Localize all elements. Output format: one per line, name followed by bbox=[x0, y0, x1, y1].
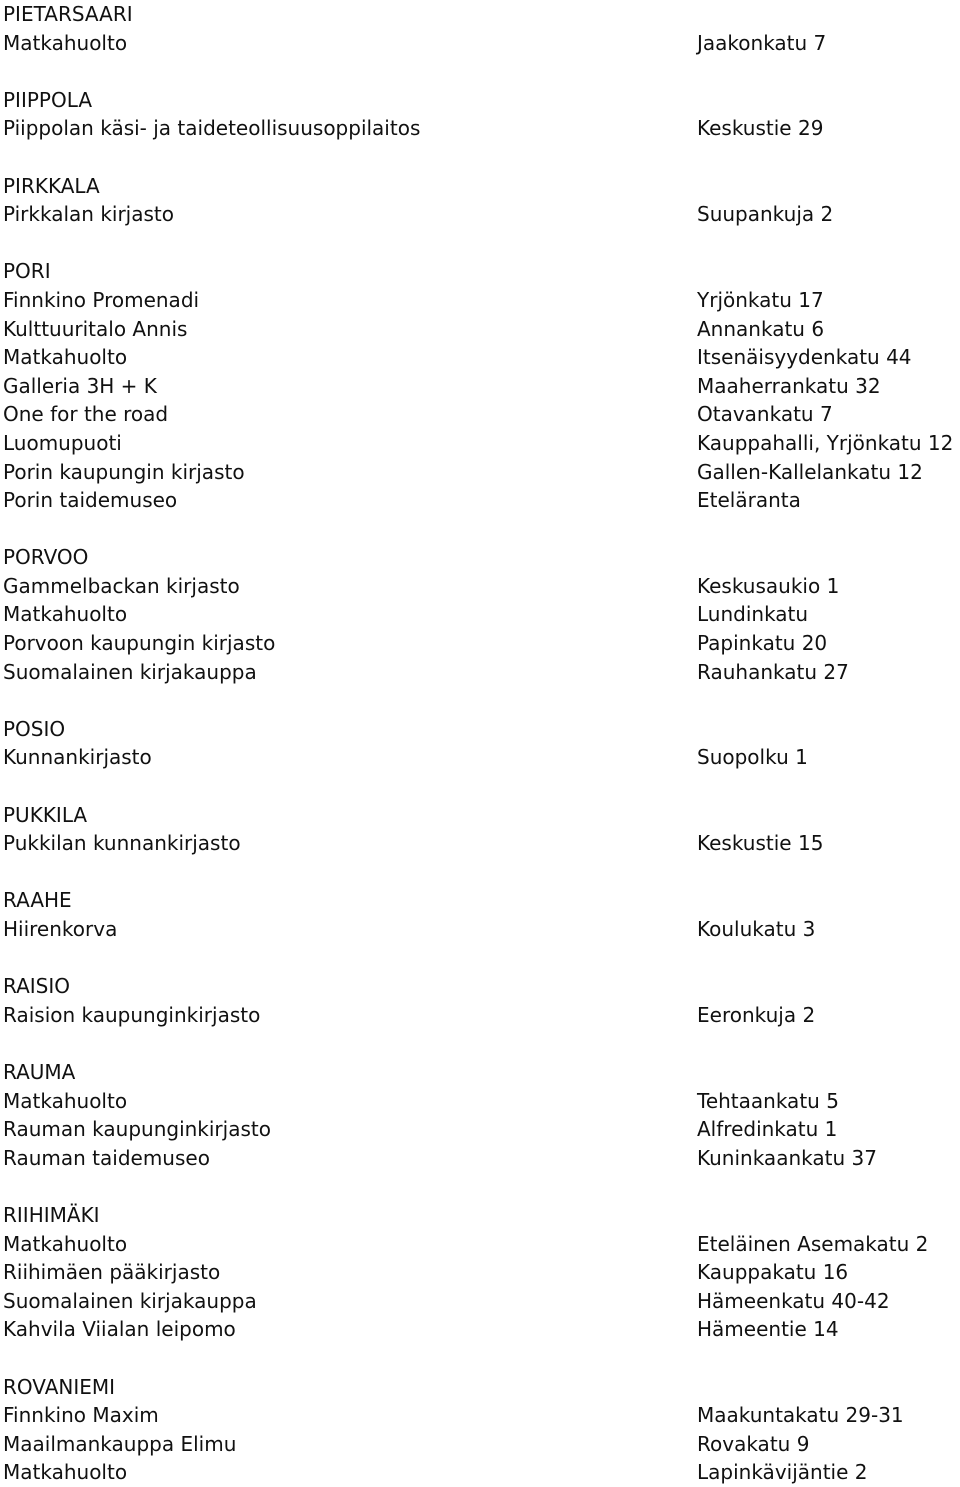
city-heading: PORVOO bbox=[3, 545, 89, 570]
listing-row bbox=[3, 1430, 953, 1459]
city-section bbox=[3, 801, 953, 858]
listing-row bbox=[3, 1087, 953, 1116]
listing-row bbox=[3, 1230, 953, 1259]
listing-row bbox=[3, 1315, 953, 1344]
city-heading: PORI bbox=[3, 259, 51, 284]
city-section bbox=[3, 972, 953, 1029]
city-heading: ROVANIEMI bbox=[3, 1374, 116, 1399]
venue-address: Maaherrankatu 32 bbox=[697, 373, 881, 398]
venue-name: Maailmankauppa Elimu bbox=[3, 1431, 237, 1456]
venue-address: Alfredinkatu 1 bbox=[697, 1117, 838, 1142]
city-section bbox=[3, 86, 953, 143]
venue-name: Kulttuuritalo Annis bbox=[3, 316, 188, 341]
listing-row bbox=[3, 1401, 953, 1430]
listing-row bbox=[3, 400, 953, 429]
listing-row bbox=[3, 658, 953, 687]
venue-name: Matkahuolto bbox=[3, 1088, 128, 1113]
venue-name: Pukkilan kunnankirjasto bbox=[3, 831, 241, 856]
venue-name: Pirkkalan kirjasto bbox=[3, 202, 174, 227]
venue-name: Matkahuolto bbox=[3, 1460, 128, 1485]
venue-name: Porin taidemuseo bbox=[3, 488, 178, 513]
venue-name: Finnkino Promenadi bbox=[3, 287, 200, 312]
venue-address: Keskustie 15 bbox=[697, 831, 824, 856]
venue-name: Gammelbackan kirjasto bbox=[3, 573, 240, 598]
listing-row bbox=[3, 486, 953, 515]
venue-name: One for the road bbox=[3, 402, 169, 427]
venue-address: Keskusaukio 1 bbox=[697, 573, 840, 598]
section-spacer bbox=[3, 515, 953, 544]
listing-row bbox=[3, 343, 953, 372]
venue-address: Gallen-Kallelankatu 12 bbox=[697, 459, 923, 484]
venue-name: Matkahuolto bbox=[3, 602, 128, 627]
city-section bbox=[3, 0, 953, 57]
listing-row bbox=[3, 1115, 953, 1144]
venue-name: Piippolan käsi- ja taideteollisuusoppilaitos bbox=[3, 116, 421, 141]
venue-address: Papinkatu 20 bbox=[697, 631, 828, 656]
city-heading: RAISIO bbox=[3, 974, 71, 999]
listing-row bbox=[3, 315, 953, 344]
venue-address: Hämeentie 14 bbox=[697, 1317, 839, 1342]
venue-address: Lundinkatu bbox=[697, 602, 809, 627]
venue-address: Hämeenkatu 40-42 bbox=[697, 1288, 890, 1313]
city-heading: POSIO bbox=[3, 716, 66, 741]
listing-row bbox=[3, 286, 953, 315]
venue-name: Porin kaupungin kirjasto bbox=[3, 459, 245, 484]
city-heading: PIIPPOLA bbox=[3, 87, 93, 112]
listing-row bbox=[3, 458, 953, 487]
city-section bbox=[3, 543, 953, 686]
venue-address: Keskustie 29 bbox=[697, 116, 824, 141]
venue-address: Jaakonkatu 7 bbox=[697, 30, 827, 55]
venue-address: Tehtaankatu 5 bbox=[697, 1088, 839, 1113]
city-heading: RIIHIMÄKI bbox=[3, 1202, 100, 1227]
city-section bbox=[3, 1058, 953, 1172]
venue-address: Eeronkuja 2 bbox=[697, 1002, 816, 1027]
venue-address: Lapinkävijäntie 2 bbox=[697, 1460, 868, 1485]
listing-row bbox=[3, 915, 953, 944]
city-heading: RAAHE bbox=[3, 888, 72, 913]
venue-name: Kahvila Viialan leipomo bbox=[3, 1317, 236, 1342]
venue-name: Hiirenkorva bbox=[3, 917, 118, 941]
city-section bbox=[3, 257, 953, 514]
listing-row bbox=[3, 1458, 953, 1487]
listing-row bbox=[3, 1258, 953, 1287]
section-spacer bbox=[3, 686, 953, 715]
venue-name: Suomalainen kirjakauppa bbox=[3, 659, 257, 684]
venue-address: Rovakatu 9 bbox=[697, 1431, 810, 1456]
venue-address: Maakuntakatu 29-31 bbox=[697, 1403, 904, 1428]
venue-name: Kunnankirjasto bbox=[3, 745, 152, 770]
venue-address: Kauppakatu 16 bbox=[697, 1260, 849, 1285]
venue-address: Eteläranta bbox=[697, 488, 801, 513]
venue-address: Yrjönkatu 17 bbox=[697, 287, 824, 312]
city-heading: PIRKKALA bbox=[3, 173, 100, 198]
venue-name: Galleria 3H + K bbox=[3, 373, 157, 398]
venue-name: Matkahuolto bbox=[3, 30, 128, 55]
venue-address: Itsenäisyydenkatu 44 bbox=[697, 345, 912, 370]
venue-name: Raision kaupunginkirjasto bbox=[3, 1002, 261, 1027]
listing-row bbox=[3, 200, 953, 229]
section-spacer bbox=[3, 1029, 953, 1058]
section-spacer bbox=[3, 1172, 953, 1201]
city-section bbox=[3, 1201, 953, 1344]
listing-row bbox=[3, 29, 953, 58]
listing-row bbox=[3, 829, 953, 858]
venue-address: Rauhankatu 27 bbox=[697, 659, 849, 684]
section-spacer bbox=[3, 944, 953, 973]
venue-name: Suomalainen kirjakauppa bbox=[3, 1288, 257, 1313]
city-heading: PUKKILA bbox=[3, 802, 88, 827]
listing-row bbox=[3, 1001, 953, 1030]
venue-address: Suupankuja 2 bbox=[697, 202, 834, 227]
section-spacer bbox=[3, 229, 953, 258]
listing-row bbox=[3, 600, 953, 629]
listing-row bbox=[3, 1287, 953, 1316]
section-spacer bbox=[3, 1344, 953, 1373]
listing-row bbox=[3, 1144, 953, 1173]
city-heading: PIETARSAARI bbox=[3, 2, 133, 26]
venue-name: Luomupuoti bbox=[3, 430, 122, 455]
city-section bbox=[3, 886, 953, 943]
city-section bbox=[3, 172, 953, 229]
venue-name: Finnkino Maxim bbox=[3, 1403, 159, 1428]
city-heading: RAUMA bbox=[3, 1059, 76, 1084]
venue-name: Riihimäen pääkirjasto bbox=[3, 1260, 221, 1285]
venue-address: Kauppahalli, Yrjönkatu 12 bbox=[697, 430, 954, 455]
venue-address: Otavankatu 7 bbox=[697, 402, 833, 427]
city-section bbox=[3, 715, 953, 772]
listing-row bbox=[3, 372, 953, 401]
listing-row bbox=[3, 114, 953, 143]
listing-row bbox=[3, 429, 953, 458]
listing-row bbox=[3, 629, 953, 658]
location-directory bbox=[3, 0, 953, 1487]
venue-address: Koulukatu 3 bbox=[697, 917, 816, 941]
venue-address: Annankatu 6 bbox=[697, 316, 825, 341]
listing-row bbox=[3, 743, 953, 772]
venue-name: Porvoon kaupungin kirjasto bbox=[3, 631, 276, 656]
section-spacer bbox=[3, 57, 953, 86]
venue-name: Rauman taidemuseo bbox=[3, 1145, 210, 1170]
section-spacer bbox=[3, 143, 953, 172]
venue-address: Eteläinen Asemakatu 2 bbox=[697, 1231, 929, 1256]
section-spacer bbox=[3, 858, 953, 887]
venue-address: Kuninkaankatu 37 bbox=[697, 1145, 877, 1170]
city-section bbox=[3, 1373, 953, 1487]
venue-name: Matkahuolto bbox=[3, 1231, 128, 1256]
venue-address: Suopolku 1 bbox=[697, 745, 808, 770]
listing-row bbox=[3, 572, 953, 601]
section-spacer bbox=[3, 772, 953, 801]
venue-name: Rauman kaupunginkirjasto bbox=[3, 1117, 271, 1142]
venue-name: Matkahuolto bbox=[3, 345, 128, 370]
